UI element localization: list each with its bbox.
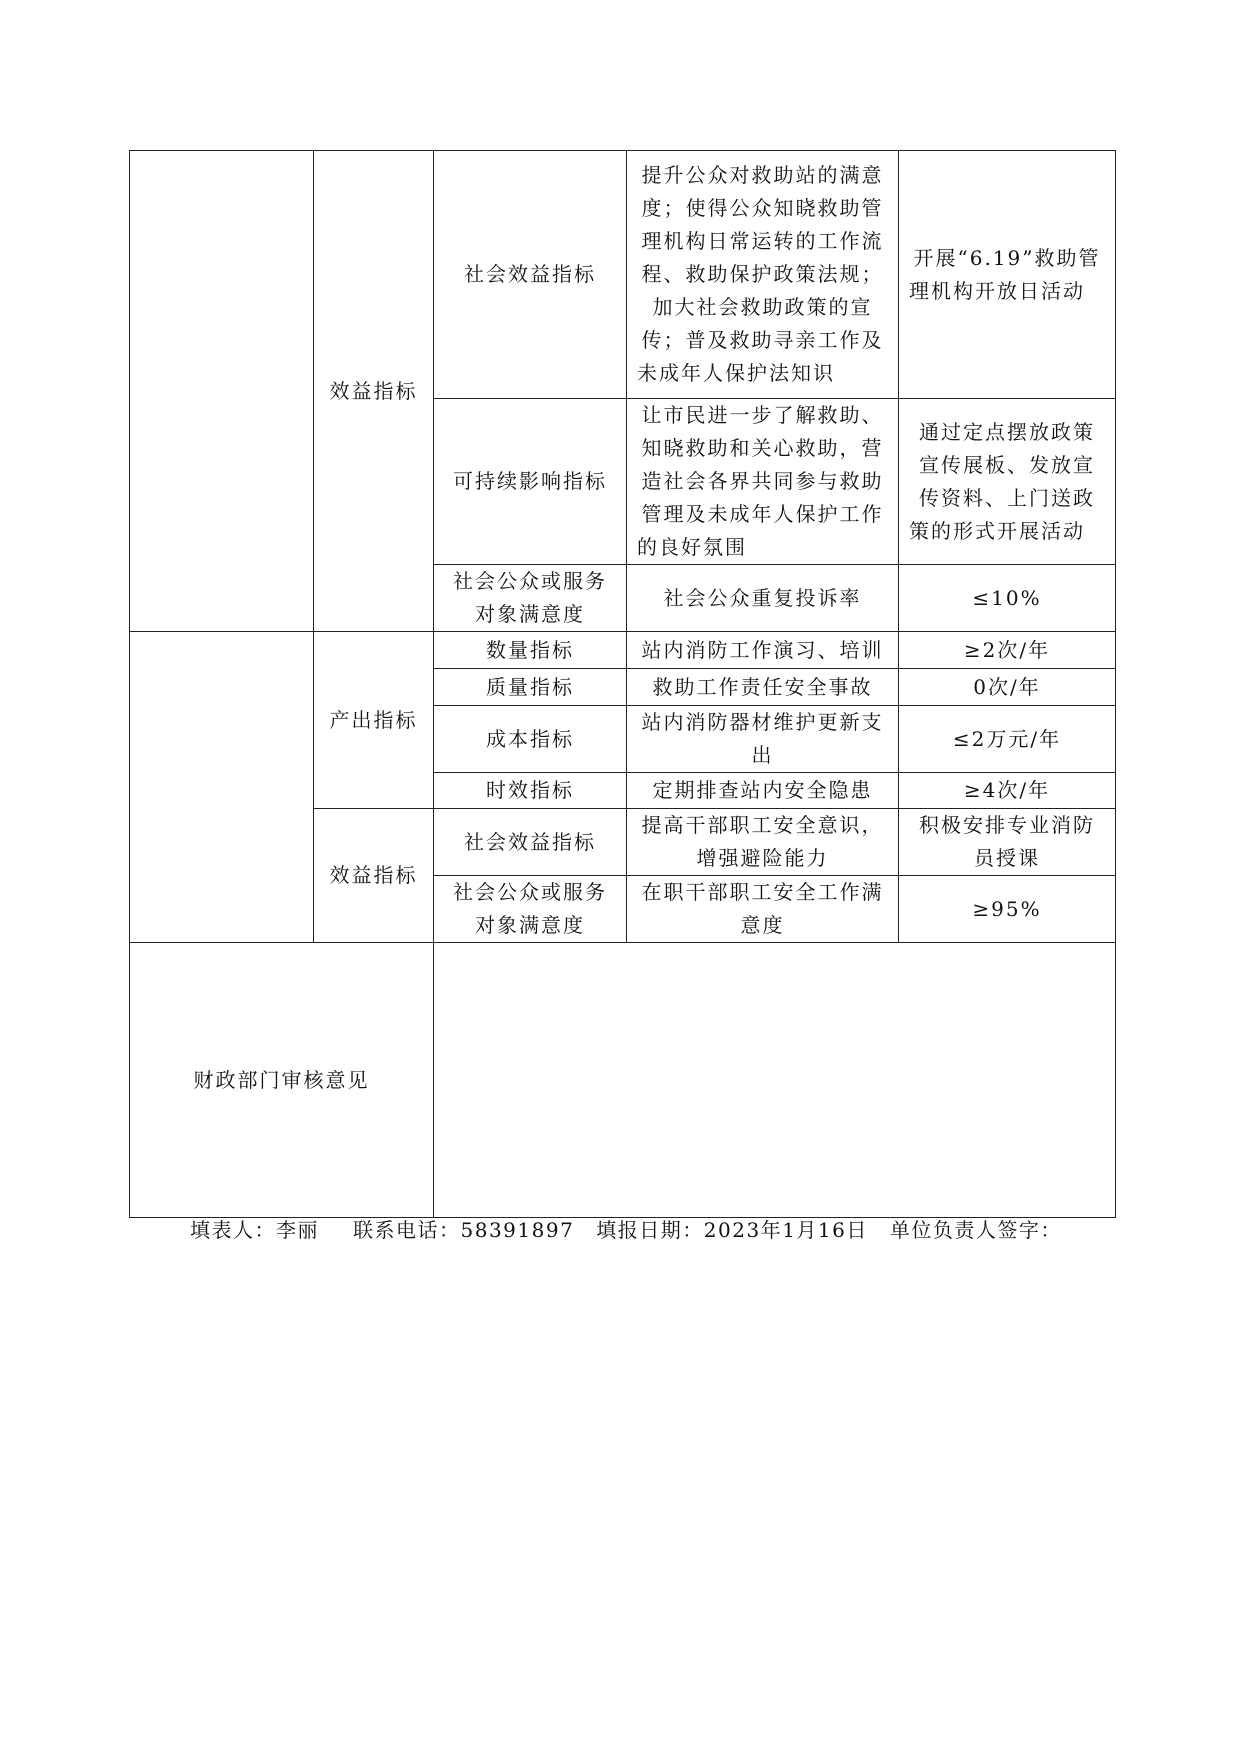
table-row [130,943,1116,1218]
target-cell: 通过定点摆放政策宣传展板、发放宣传资料、上门送政策的形式开展活动 [899,399,1116,565]
review-opinion-cell[interactable] [434,943,1116,1218]
indicator-cell: 社会公众或服务对象满意度 [434,565,627,632]
content-cell: 救助工作责任安全事故 [627,669,899,706]
indicator-cell: 可持续影响指标 [434,399,627,565]
filler-field: 填表人：李丽 [190,1218,319,1242]
content-cell: 提升公众对救助站的满意度；使得公众知晓救助管理机构日常运转的工作流程、救助保护政策法规；加大社会救助政策的宣传；普及救助寻亲工作及未成年人保护法知识 [627,151,899,399]
content-cell: 站内消防器材维护更新支出 [627,706,899,773]
category-cell: 产出指标 [314,632,434,809]
content-cell: 站内消防工作演习、培训 [627,632,899,669]
signature-field: 单位负责人签字： [889,1218,1062,1242]
indicator-cell: 社会公众或服务对象满意度 [434,876,627,943]
category-cell: 效益指标 [314,151,434,632]
performance-indicator-table [129,150,1116,1218]
content-cell: 定期排查站内安全隐患 [627,773,899,809]
blank-cell [130,632,314,943]
indicator-cell: 数量指标 [434,632,627,669]
content-cell: 在职干部职工安全工作满意度 [627,876,899,943]
indicator-cell: 社会效益指标 [434,809,627,876]
indicator-cell: 时效指标 [434,773,627,809]
indicator-cell: 社会效益指标 [434,151,627,399]
category-cell: 效益指标 [314,809,434,943]
date-field: 填报日期：2023年1月16日 [596,1218,868,1242]
content-cell: 社会公众重复投诉率 [627,565,899,632]
target-cell: ≥4次/年 [899,773,1116,809]
content-cell: 让市民进一步了解救助、知晓救助和关心救助，营造社会各界共同参与救助管理及未成年人保护工作的良好氛围 [627,399,899,565]
target-cell: 积极安排专业消防员授课 [899,809,1116,876]
target-cell: ≤2万元/年 [899,706,1116,773]
indicator-cell: 成本指标 [434,706,627,773]
target-cell: ≥2次/年 [899,632,1116,669]
phone-field: 联系电话：58391897 [353,1218,575,1242]
indicator-cell: 质量指标 [434,669,627,706]
table-row [130,151,1116,399]
performance-table-page [129,150,1116,1218]
review-label-cell: 财政部门审核意见 [130,943,434,1218]
target-cell: 开展“6.19”救助管理机构开放日活动 [899,151,1116,399]
blank-cell [130,151,314,632]
target-cell: ≥95% [899,876,1116,943]
content-cell: 提高干部职工安全意识，增强避险能力 [627,809,899,876]
table-row [130,632,1116,669]
target-cell: ≤10% [899,565,1116,632]
form-footer [190,1214,1062,1243]
target-cell: 0次/年 [899,669,1116,706]
